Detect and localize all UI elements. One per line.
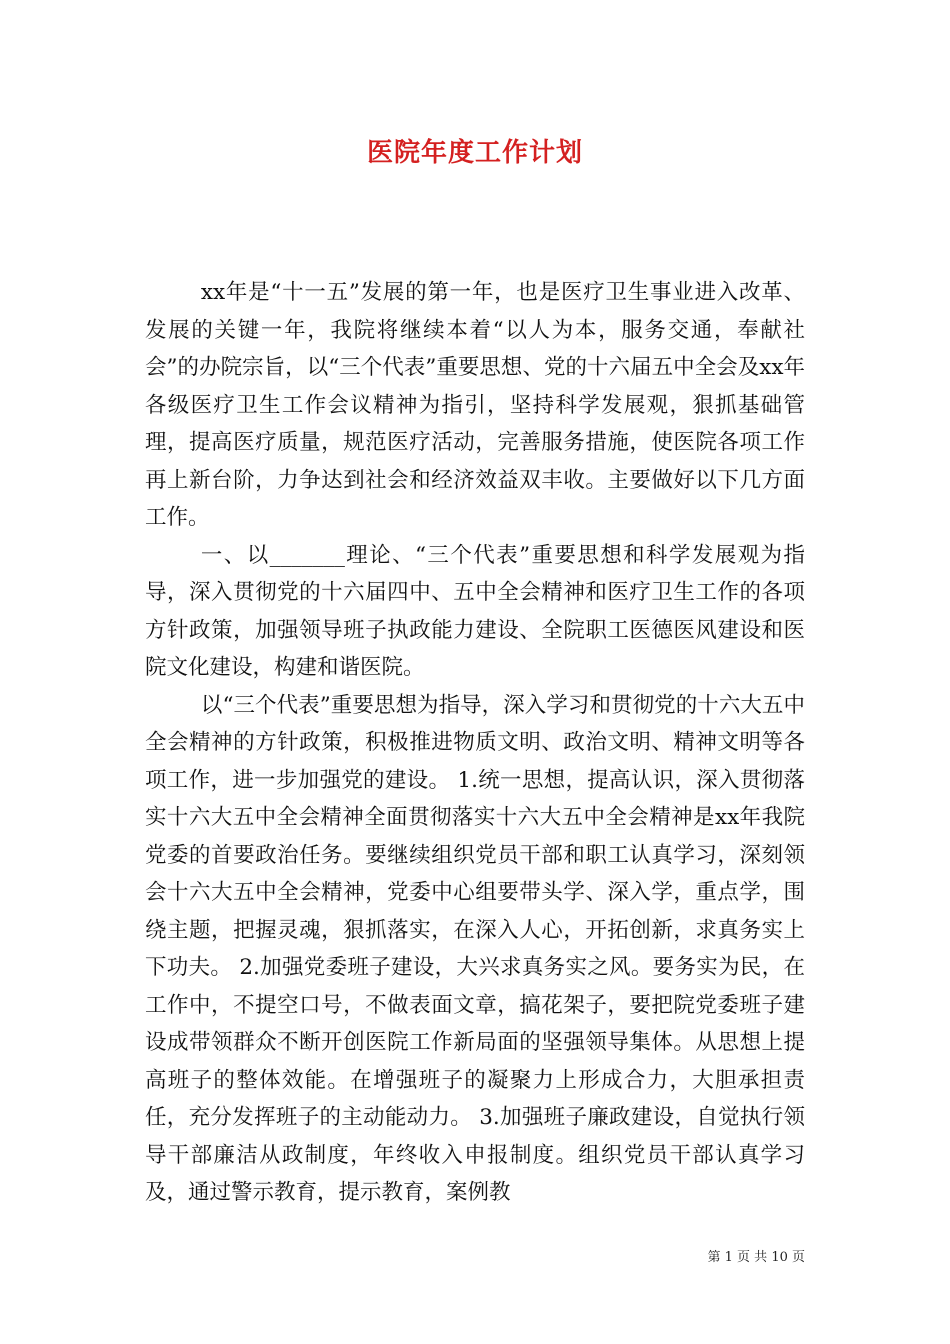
paragraph-intro: xx年是“十一五”发展的第一年，也是医疗卫生事业进入改革、发展的关键一年，我院将继续本着“以人为本，服务交通，奉献社会”的办院宗旨，以“三个代表”重要思想、党的十六届五中全会及xx年各级医疗卫生工作会议精神为指引，坚持科学发展观，狠抓基础管理，提高医疗质量，规范医疗活动，完善服务措施，使医院各项工作再上新台阶，力争达到社会和经济效益双丰收。主要做好以下几方面工作。 <box>145 280 805 530</box>
document-title: 医院年度工作计划 <box>366 138 583 168</box>
paragraph-party-building: 以“三个代表”重要思想为指导，深入学习和贯彻党的十六大五中全会精神的方针政策，积极推进物质文明、政治文明、精神文明等各项工作，进一步加强党的建设。 1.统一思想，提高认识，深入贯彻落实十六大五中全会精神全面贯彻落实十六大五中全会精神是xx年我院党委的首要政治任务。要继续组织党员干部和职工认真学习，深刻领会十六大五中全会精神，党委中心组要带头学、深入学，重点学，围绕主题，把握灵魂，狠抓落实，在深入人心，开拓创新，求真务实上下功夫。 2.加强党委班子建设，大兴求真务实之风。要务实为民，在工作中，不提空口号，不做表面文章，搞花架子，要把院党委班子建设成带领群众不断开创医院工作新局面的坚强领导集体。从思想上提高班子的整体效能。在增强班子的凝聚力上形成合力，大胆承担责任，充分发挥班子的主动能动力。 3.加强班子廉政建设，自觉执行领导干部廉洁从政制度，年终收入申报制度。组织党员干部认真学习及，通过警示教育，提示教育，案例教 <box>145 692 805 1205</box>
page-number-footer: 第 1 页 共 10 页 <box>707 1250 805 1265</box>
document-body <box>145 274 805 1212</box>
paragraph-section-one: 一、以_______理论、“三个代表”重要思想和科学发展观为指导，深入贯彻党的十六届四中、五中全会精神和医疗卫生工作的各项方针政策，加强领导班子执政能力建设、全院职工医德医风建设和医院文化建设，构建和谐医院。 <box>145 542 805 680</box>
